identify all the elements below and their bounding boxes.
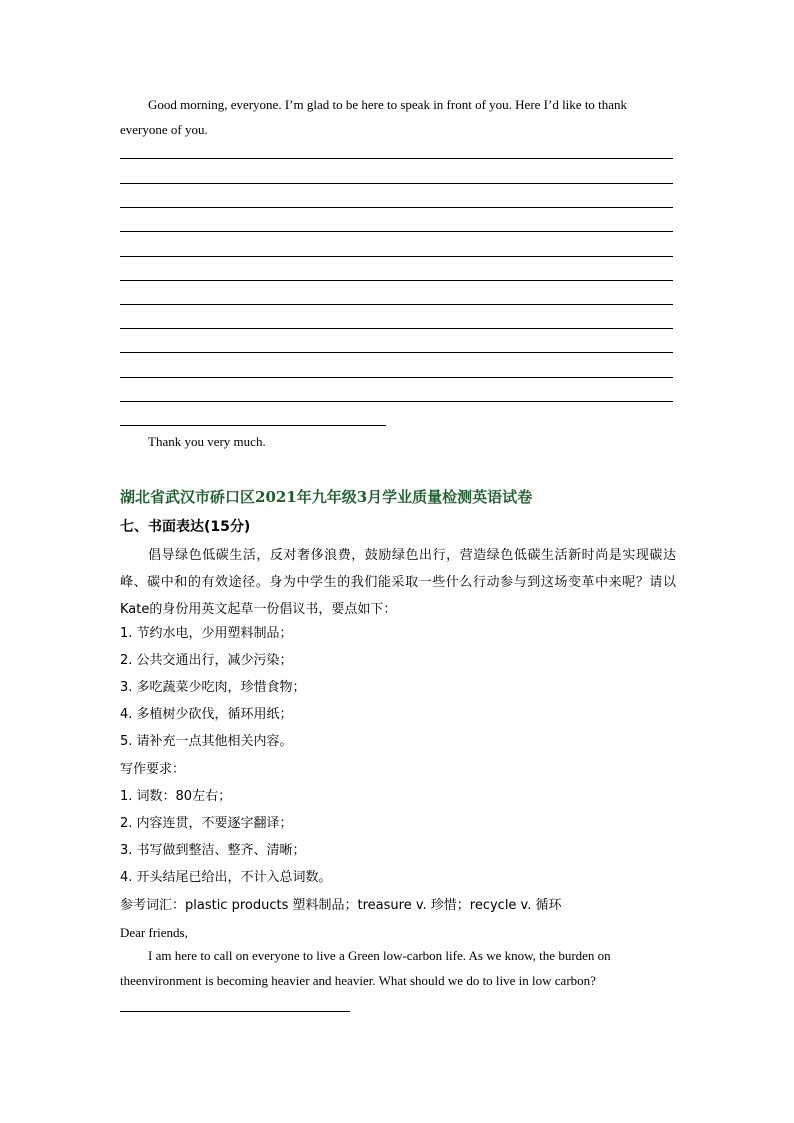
answer-line xyxy=(120,352,673,353)
answer-line-short xyxy=(120,1011,350,1012)
answer-line xyxy=(120,328,673,329)
answer-line xyxy=(120,304,673,305)
section-heading: 七、书面表达(15分) xyxy=(120,519,251,535)
letter-salutation: Dear friends, xyxy=(120,925,188,940)
point-item: 4. 多植树少砍伐，循环用纸； xyxy=(120,707,293,722)
answer-line xyxy=(120,158,673,159)
exam-title: 湖北省武汉市硚口区2021年九年级3月学业质量检测英语试卷 xyxy=(120,488,533,506)
answer-line xyxy=(120,231,673,232)
task-intro: 倡导绿色低碳生活，反对奢侈浪费，鼓励绿色出行，营造绿色低碳生活新时尚是实现碳达峰、碳中和的有效途径。身为中学生的我们能采取一些什么行动参与到这场变革中来呢？请以Kate的身份用英文起草一份倡议书，要点如下： xyxy=(120,548,676,617)
point-item: 5. 请补充一点其他相关内容。 xyxy=(120,734,293,749)
answer-line xyxy=(120,183,673,184)
point-item: 1. 节约水电，少用塑料制品； xyxy=(120,626,293,641)
letter-line: theenvironment is becoming heavier and heavier. What should we do to live in low carbon? xyxy=(120,973,596,988)
answer-line xyxy=(120,207,673,208)
answer-line xyxy=(120,256,673,257)
requirements-label: 写作要求： xyxy=(120,762,186,777)
answer-line xyxy=(120,377,673,378)
answer-line xyxy=(120,280,673,281)
requirement-item: 4. 开头结尾已给出，不计入总词数。 xyxy=(120,870,332,885)
speech-closing: Thank you very much. xyxy=(148,434,266,449)
requirement-item: 3. 书写做到整洁、整齐、清晰； xyxy=(120,843,306,858)
requirement-item: 1. 词数：80左右； xyxy=(120,789,232,804)
answer-line-short xyxy=(120,425,386,426)
point-item: 3. 多吃蔬菜少吃肉，珍惜食物； xyxy=(120,680,306,695)
speech-opening: Good morning, everyone. I’m glad to be here to speak in front of you. Here I’d like to thank everyone of you. xyxy=(120,97,628,137)
letter-line: I am here to call on everyone to live a Green low-carbon life. As we know, the burden on xyxy=(148,948,611,963)
point-item: 2. 公共交通出行，减少污染； xyxy=(120,653,293,668)
requirement-item: 2. 内容连贯，不要逐字翻译； xyxy=(120,816,293,831)
vocabulary-hint: 参考词汇：plastic products 塑料制品；treasure v. 珍惜；recycle v. 循环 xyxy=(120,898,562,913)
answer-line xyxy=(120,401,673,402)
